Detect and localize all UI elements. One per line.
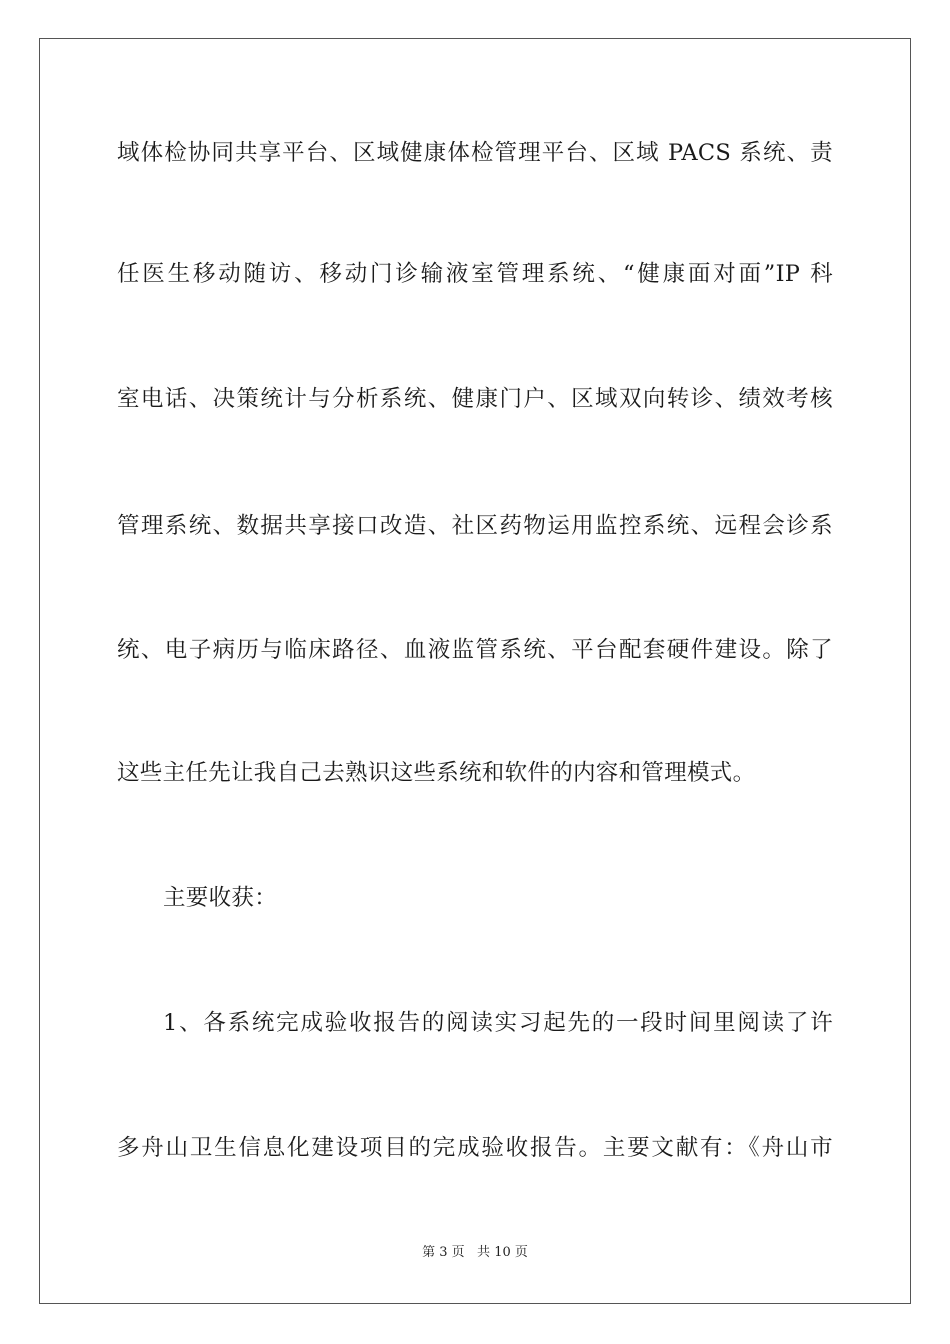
- body-line-3: 室电话、决策统计与分析系统、健康门户、区域双向转诊、绩效考核: [117, 386, 833, 412]
- body-line-5: 统、电子病历与临床路径、血液监管系统、平台配套硬件建设。除了: [117, 637, 833, 663]
- body-line-9: 多舟山卫生信息化建设项目的完成验收报告。主要文献有：《舟山市: [117, 1135, 833, 1161]
- page-border: [39, 38, 911, 1304]
- body-line-1: 域体检协同共享平台、区域健康体检管理平台、区域 PACS 系统、责: [117, 140, 833, 166]
- body-line-8: 1、各系统完成验收报告的阅读实习起先的一段时间里阅读了许: [163, 1010, 833, 1036]
- body-line-2: 任医生移动随访、移动门诊输液室管理系统、“健康面对面”IP 科: [117, 261, 833, 287]
- body-line-4: 管理系统、数据共享接口改造、社区药物运用监控系统、远程会诊系: [117, 513, 833, 539]
- page-number-footer: 第 3 页 共 10 页: [422, 1245, 528, 1260]
- section-heading-main-gains: 主要收获：: [163, 885, 278, 911]
- body-line-6: 这些主任先让我自己去熟识这些系统和软件的内容和管理模式。: [117, 760, 756, 786]
